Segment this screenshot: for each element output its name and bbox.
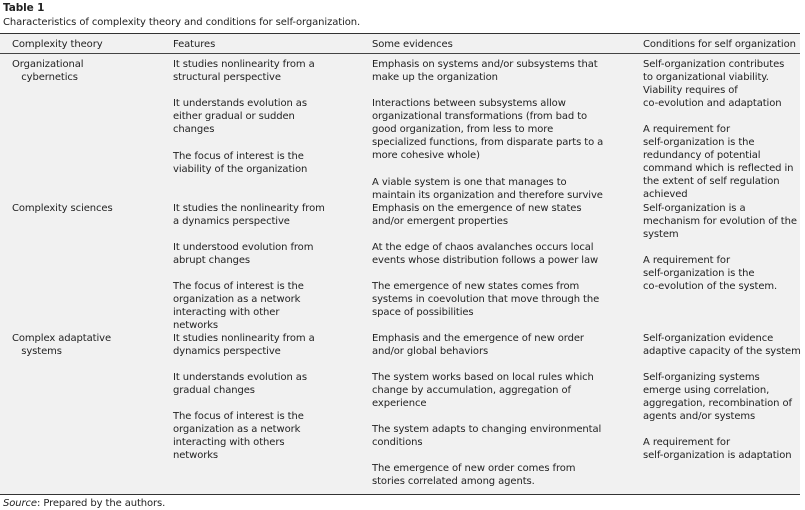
cell-evidence: The emergence of new order comes from stories correlated among agents. [372, 463, 576, 487]
cell-feature: The focus of interest is the organization as a network interacting with others networks [173, 411, 304, 461]
cell-feature: It studies nonlinearity from a dynamics perspective [173, 333, 315, 357]
header-evidences: Some evidences [372, 39, 453, 50]
cell-condition: A requirement for self-organization is the redundancy of potential command which is reflected in the extent of self regulation achieved [643, 124, 794, 200]
cell-evidence: Emphasis on systems and/or subsystems that make up the organization [372, 59, 598, 83]
cell-feature: It studies nonlinearity from a structural perspective [173, 59, 315, 83]
table-label: Table 1 [3, 2, 45, 14]
cell-evidence: The emergence of new states comes from systems in coevolution that move through the space of possibilities [372, 281, 600, 318]
cell-complexity-theory: Organizational cybernetics [12, 59, 84, 83]
cell-condition: Self-organizing systems emerge using correlation, aggregation, recombination of agents and/or systems [643, 372, 792, 422]
cell-complexity-theory: Complexity sciences [12, 203, 113, 214]
cell-evidence: A viable system is one that manages to maintain its organization and therefore survive [372, 177, 603, 201]
cell-condition: Self-organization is a mechanism for evolution of the system [643, 203, 797, 240]
cell-feature: It understood evolution from abrupt changes [173, 242, 314, 266]
source-note [3, 497, 165, 510]
header-divider [0, 53, 800, 54]
cell-complexity-theory: Complex adaptative systems [12, 333, 112, 357]
cell-feature: It understands evolution as either gradual or sudden changes [173, 98, 307, 135]
cell-evidence: Interactions between subsystems allow organizational transformations (from bad to good organization, from less to more specialized functions, from disparate parts to a more cohesive whole) [372, 98, 604, 161]
table-caption: Characteristics of complexity theory and conditions for self-organization. [3, 17, 361, 28]
header-features: Features [173, 39, 216, 50]
cell-evidence: The system works based on local rules which change by accumulation, aggregation of experience [372, 372, 594, 409]
header-conditions: Conditions for self organization [643, 39, 796, 50]
cell-evidence: At the edge of chaos avalanches occurs local events whose distribution follows a power law [372, 242, 599, 266]
cell-evidence: Emphasis and the emergence of new order and/or global behaviors [372, 333, 584, 357]
header-complexity-theory: Complexity theory [12, 39, 103, 50]
cell-evidence: The system adapts to changing environmental conditions [372, 424, 602, 448]
source-label: Source [3, 498, 37, 509]
cell-evidence: Emphasis on the emergence of new states and/or emergent properties [372, 203, 582, 227]
cell-condition: Self-organization evidence adaptive capacity of the system [643, 333, 801, 357]
cell-feature: It understands evolution as gradual changes [173, 372, 307, 396]
cell-feature: The focus of interest is the organization as a network interacting with other networks [173, 281, 304, 331]
cell-feature: It studies the nonlinearity from a dynamics perspective [173, 203, 325, 227]
cell-condition: A requirement for self-organization is adaptation [643, 437, 792, 461]
cell-condition: A requirement for self-organization is the co-evolution of the system. [643, 255, 778, 292]
cell-condition: Self-organization contributes to organizational viability. Viability requires of co-evolution and adaptation [643, 59, 785, 109]
cell-feature: The focus of interest is the viability of the organization [173, 151, 308, 175]
source-text: : Prepared by the authors. [36, 498, 166, 509]
